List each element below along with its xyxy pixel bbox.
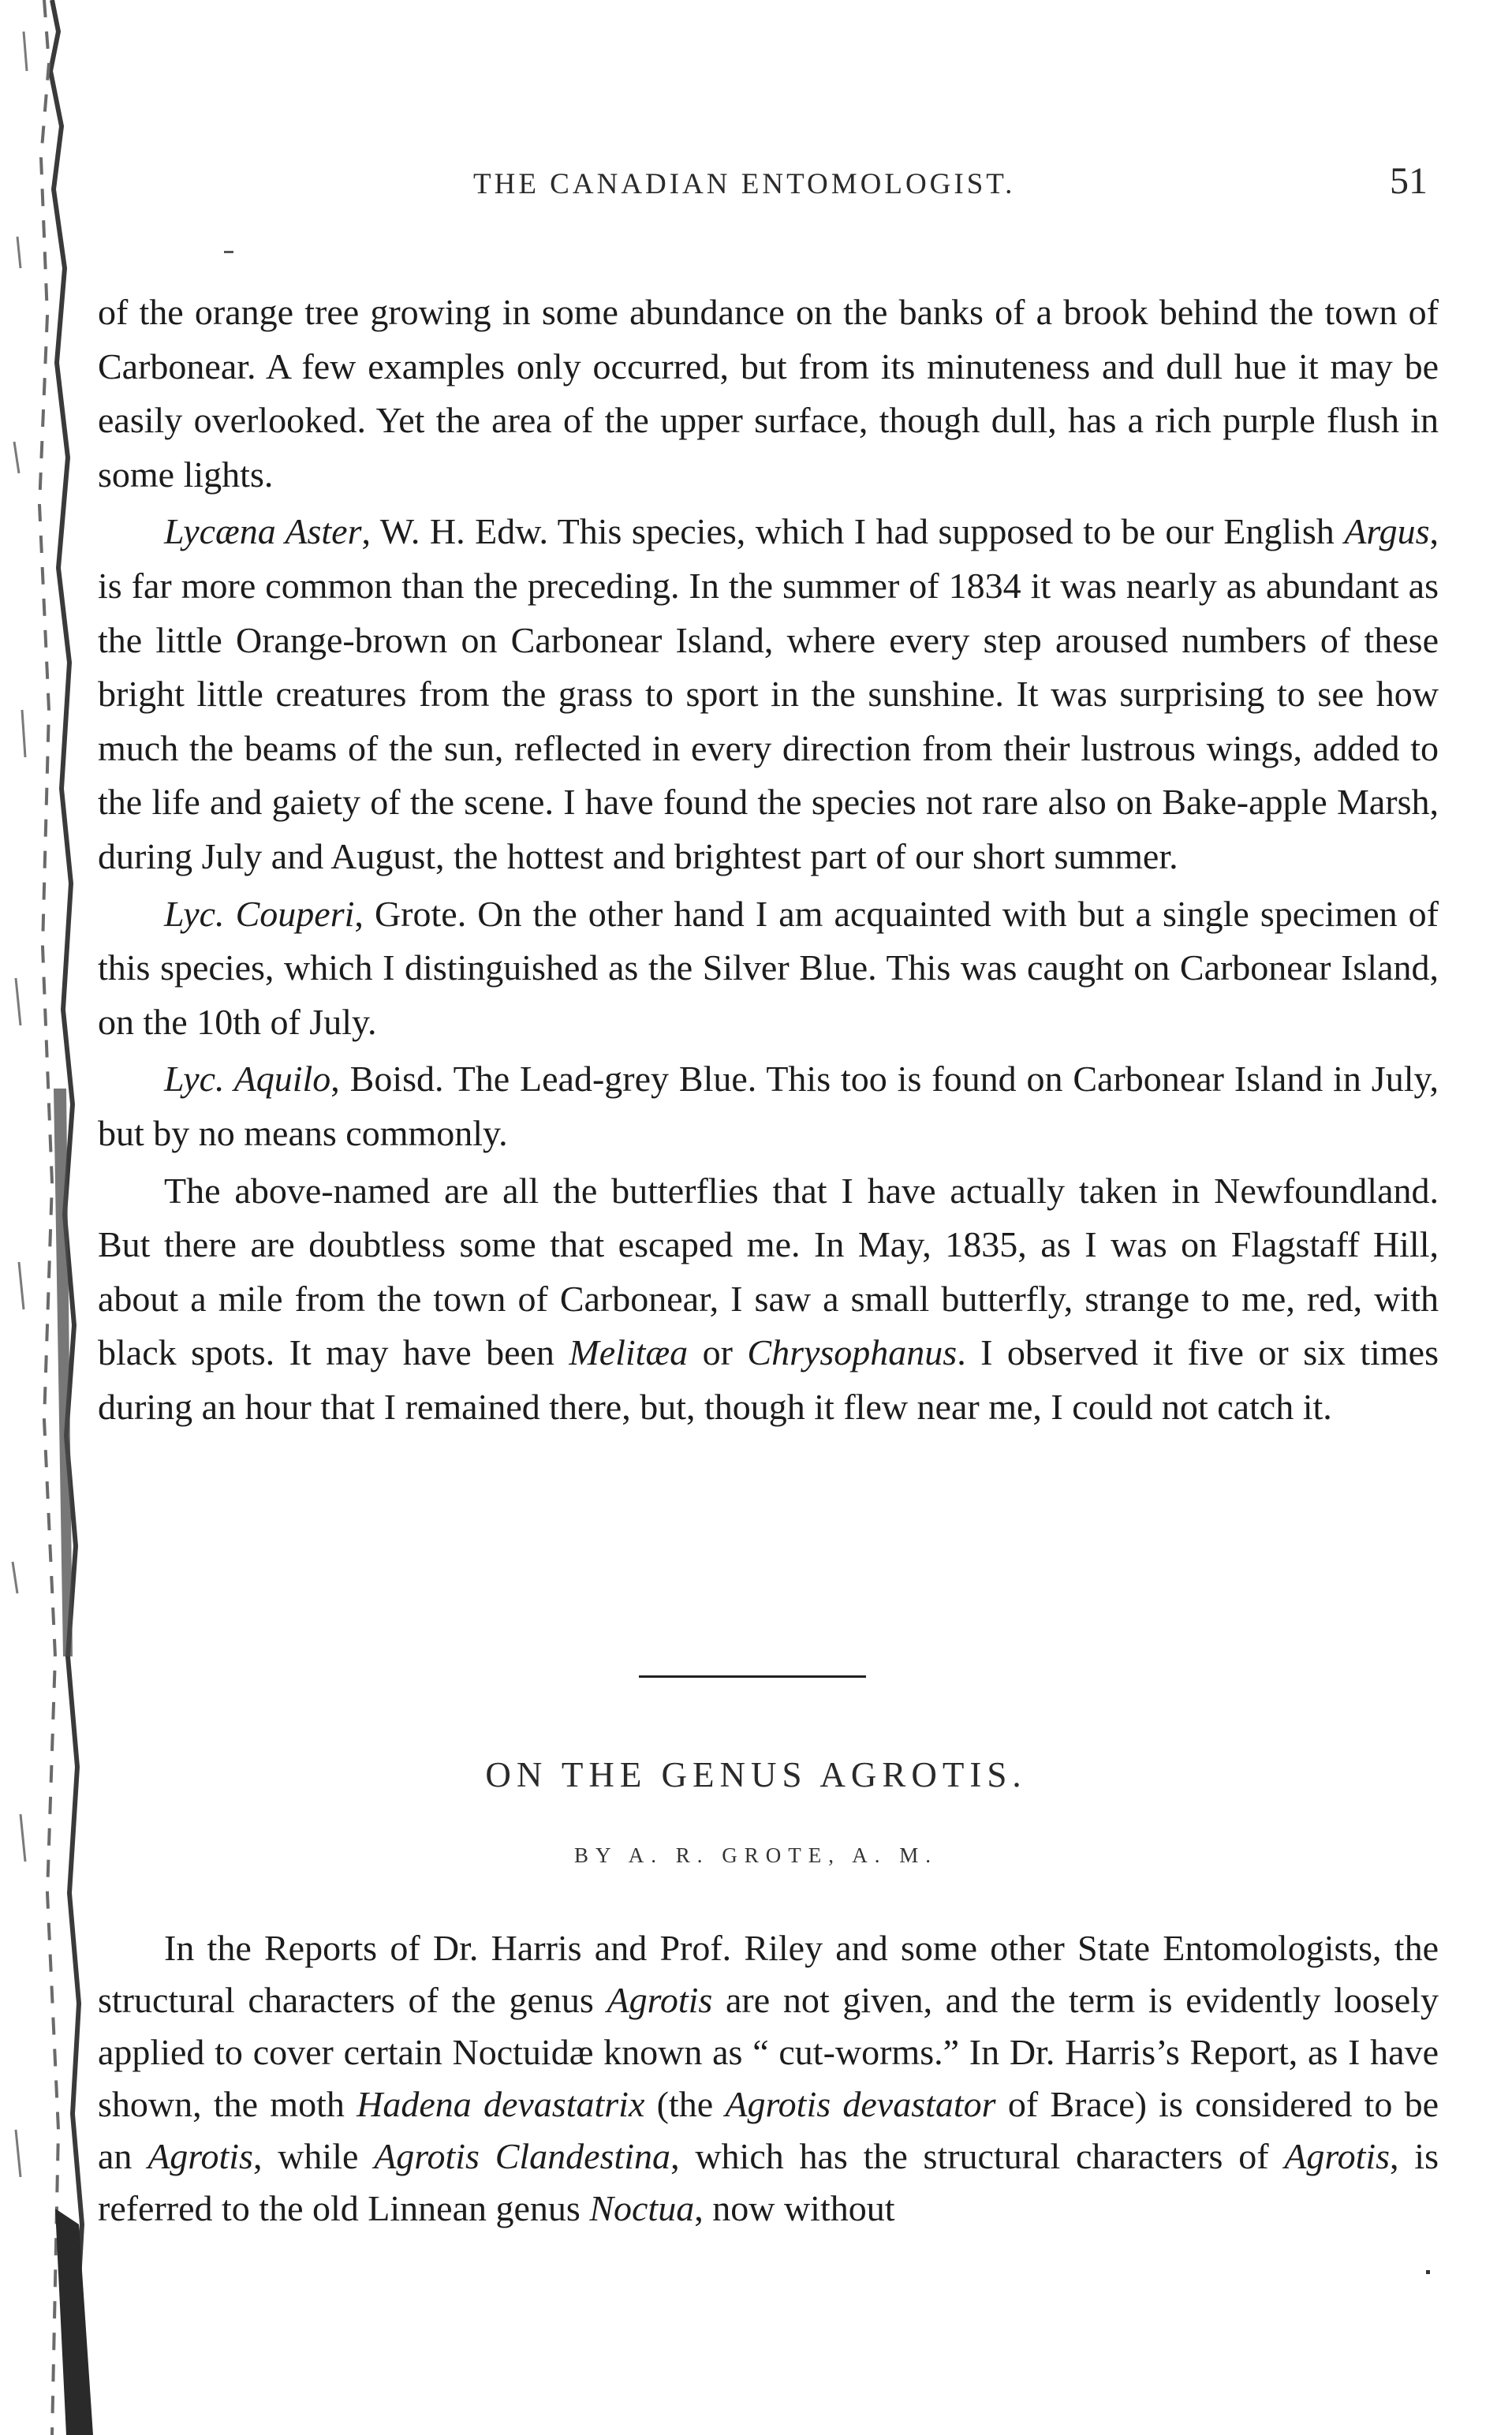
species-name: Lyc. Aquilo bbox=[164, 1059, 331, 1100]
paragraph-text: are not given, and the term is evidently loosely applied to cover certain Noctuidæ known as “ cut-worms.” In Dr. Harris’s Report, as I have shown, the moth bbox=[98, 1980, 1439, 2124]
text-block-agrotis bbox=[98, 1922, 1439, 2235]
genus-name: Agrotis bbox=[1284, 2136, 1391, 2176]
paragraph-text: , which has the structural characters of bbox=[670, 2136, 1285, 2176]
paragraph-text: This species, which I had supposed to be our English bbox=[547, 511, 1345, 552]
article-title: ON THE GENUS AGROTIS. bbox=[485, 1755, 1027, 1795]
paragraph-text: of the orange tree growing in some abundance on the banks of a brook behind the town of Carbonear. A few examples only occurred, but from its minuteness and dull hue it may be easily overlooked. Yet the area of the upper surface, though dull, has a rich purple flush in some lights. bbox=[98, 292, 1439, 495]
genus-name: Agrotis bbox=[147, 2136, 253, 2176]
species-author: , W. H. Edw. bbox=[361, 511, 548, 552]
genus-name: Chrysophanus bbox=[747, 1332, 958, 1373]
paragraph-lycaena-aster bbox=[98, 505, 1439, 883]
species-name: Agrotis Clandestina bbox=[374, 2136, 671, 2176]
section-divider bbox=[639, 1675, 866, 1678]
species-name: Argus bbox=[1344, 511, 1430, 552]
genus-name: Noctua bbox=[589, 2188, 695, 2228]
paragraph-text: , while bbox=[252, 2136, 375, 2176]
paragraph-text: , now without bbox=[694, 2188, 895, 2228]
genus-name: Melitæa bbox=[569, 1332, 689, 1373]
species-author: , Boisd. bbox=[330, 1059, 444, 1100]
paragraph-text: On the other hand I am acquainted with but a single specimen of this species, which I distinguished as the Silver Blue. This was caught on Carbonear Island, on the 10th of July. bbox=[98, 893, 1439, 1042]
paragraph-agrotis-intro bbox=[98, 1922, 1439, 2235]
article-byline: BY A. R. GROTE, A. M. bbox=[573, 1843, 939, 1867]
paragraph-butterflies-summary bbox=[98, 1164, 1439, 1435]
page-number: 51 bbox=[1390, 160, 1428, 202]
paragraph-text: (the bbox=[644, 2084, 726, 2124]
paragraph-text: or bbox=[688, 1332, 748, 1373]
paragraph-lyc-couperi bbox=[98, 887, 1439, 1050]
species-name: Agrotis devastator bbox=[725, 2084, 996, 2124]
species-name: Lycæna Aster bbox=[164, 511, 362, 552]
paragraph-lyc-aquilo bbox=[98, 1052, 1439, 1160]
text-block-continuation bbox=[98, 286, 1439, 1437]
paragraph-orange-tree bbox=[98, 286, 1439, 502]
paragraph-text: , is far more common than the preceding. In the summer of 1834 it was nearly as abundant as the little Orange-brown on Carbonear Island, where every step aroused numbers of these bright little creatures from the grass to sport in the sunshine. It was surprising to see how much the beams of the sun, reflected in every direction from their lustrous wings, added to the life and gaiety of the scene. I have found the species not rare also on Bake-apple Marsh, during July and August, the hottest and brightest part of our short summer. bbox=[98, 511, 1439, 876]
paragraph-text: In the Reports of Dr. Harris and Prof. Riley and some other State Entomologists, the structural characters of the genus bbox=[98, 1928, 1439, 2020]
stray-print-mark bbox=[224, 251, 233, 253]
scanned-binding-edge bbox=[0, 0, 103, 2435]
paragraph-text: The Lead-grey Blue. This too is found on Carbonear Island in July, but by no means commonly. bbox=[98, 1059, 1439, 1153]
species-author: , Grote. bbox=[354, 893, 467, 934]
species-name: Lyc. Couperi bbox=[164, 893, 355, 934]
species-name: Hadena devastatrix bbox=[357, 2084, 645, 2124]
paragraph-text: , is referred to the old Linnean genus bbox=[98, 2136, 1439, 2228]
paragraph-text: . I observed it five or six times during an hour that I remained there, but, though it flew near me, I could not catch it. bbox=[98, 1332, 1439, 1427]
paragraph-text: of Brace) is considered to be an bbox=[98, 2084, 1439, 2176]
genus-name: Agrotis bbox=[607, 1980, 713, 2020]
paragraph-text: The above-named are all the butterflies that I have actually taken in Newfoundland. But there are doubtless some that escaped me. In May, 1835, as I was on Flagstaff Hill, about a mile from the town of Carbonear, I saw a small butterfly, strange to me, red, with black spots. It may have been bbox=[98, 1170, 1439, 1373]
stray-dot-mark bbox=[1426, 2270, 1430, 2274]
running-head: THE CANADIAN ENTOMOLOGIST. bbox=[473, 168, 1016, 200]
